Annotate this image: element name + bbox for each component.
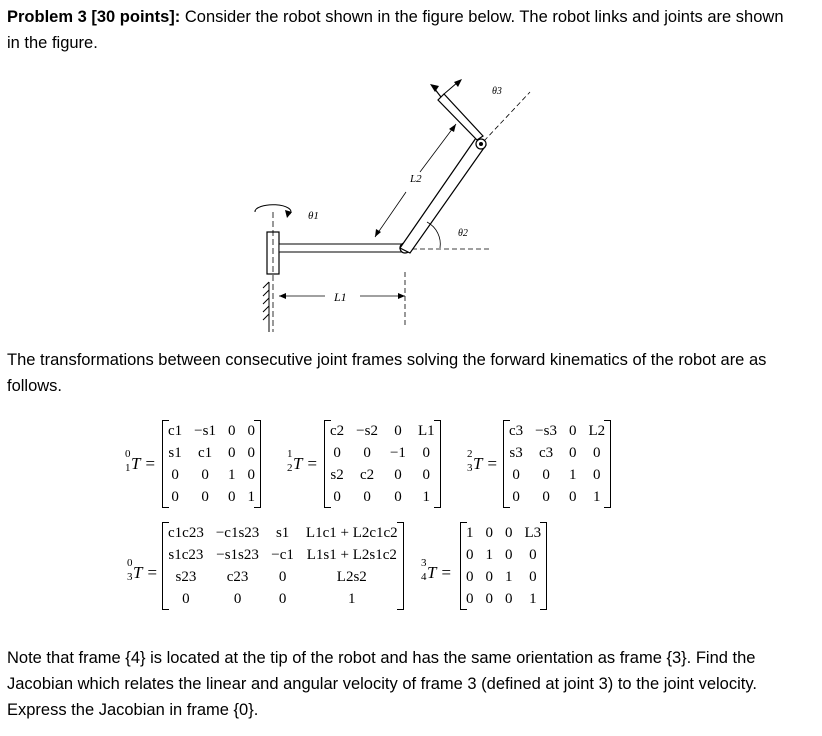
matrix-row [503, 442, 611, 464]
T03-lhs: 0 3 T = [127, 557, 158, 583]
matrix-T34 [460, 522, 547, 610]
matrix-cell: 0 [542, 488, 550, 505]
link-1 [279, 244, 405, 252]
matrix-cell: 0 [505, 524, 513, 541]
L2-label: L2 [410, 173, 422, 185]
note-paragraph: Note that frame {4} is located at the tip of the robot and has the same orientation as frame {3}. Find the Jacobian which relates the linear and angular velocity of frame 3 (defined at joint 3) to the joint velocity. Express the Jacobian in frame {0}. [7, 649, 757, 719]
matrix-cell: 0 [171, 466, 179, 483]
matrix-row [460, 566, 547, 588]
matrix-cell: 0 [505, 590, 513, 607]
theta2-label: θ2 [458, 228, 468, 239]
link-2 [400, 138, 486, 253]
L1-label: L1 [334, 290, 347, 304]
matrix-cell: −s1s23 [216, 546, 259, 563]
matrix-cell: 0 [227, 488, 236, 505]
matrix-cell: 0 [278, 568, 287, 585]
matrix-T12 [324, 420, 441, 508]
matrix-cell: 0 [394, 422, 402, 439]
ground-hatch [263, 282, 269, 332]
matrix-cell: 0 [512, 466, 520, 483]
matrix-cell: 0 [485, 568, 493, 585]
matrix-row [162, 566, 404, 588]
matrix-cell: 0 [247, 444, 255, 461]
matrix-row [503, 420, 611, 442]
matrix-row [503, 486, 611, 508]
matrix-cell: L2 [588, 422, 606, 439]
matrix-cell: c23 [226, 568, 249, 585]
matrix-cell: 0 [171, 488, 179, 505]
matrix-row [162, 544, 404, 566]
matrix-cell: 1 [348, 590, 356, 607]
matrix-T03 [162, 522, 404, 610]
matrix-cell: 1 [505, 568, 513, 585]
matrix-cell: 0 [542, 466, 550, 483]
matrix-cell: −s1 [194, 422, 216, 439]
T34-lhs: 3 4 T = [421, 557, 452, 583]
matrix-cell: 0 [422, 466, 431, 483]
matrix-cell: 0 [247, 422, 255, 439]
matrix-cell: 0 [233, 590, 242, 607]
matrix-cell: L2s2 [336, 568, 367, 585]
matrix-cell: 0 [568, 444, 577, 461]
matrix-cell: 0 [394, 488, 402, 505]
matrix-cell: L3 [524, 524, 542, 541]
matrix-cell: s1 [275, 524, 290, 541]
theta1-label: θ1 [308, 210, 319, 222]
T12-lhs: 1 2 T = [287, 448, 318, 474]
matrix-cell: 0 [363, 488, 371, 505]
matrix-cell: 0 [278, 590, 287, 607]
matrix-cell: 0 [485, 590, 493, 607]
matrix-row [503, 464, 611, 486]
matrix-cell: 1 [529, 590, 537, 607]
matrix-row [324, 442, 441, 464]
matrix-cell: 0 [512, 488, 520, 505]
matrix-cell: 0 [201, 488, 209, 505]
matrix-cell: 0 [227, 422, 236, 439]
matrix-cell: 0 [593, 444, 601, 461]
matrix-cell: s23 [175, 568, 197, 585]
matrix-cell: 0 [568, 422, 577, 439]
matrix-row [162, 420, 261, 442]
matrix-cell: 1 [227, 466, 236, 483]
matrix-cell: 0 [466, 590, 474, 607]
matrix-row [460, 522, 547, 544]
link-3 [438, 94, 483, 140]
matrix-cell: s1 [168, 444, 182, 461]
problem-title: Problem 3 [30 points]: [7, 8, 181, 26]
problem-intro: Consider the robot shown in the figure below. The robot links and joints are shown in the figure. [7, 8, 784, 52]
matrix-T23 [503, 420, 611, 508]
matrix-row [162, 522, 404, 544]
matrix-cell: 0 [529, 568, 537, 585]
matrix-T01 [162, 420, 261, 508]
matrix-cell: −c1s23 [215, 524, 260, 541]
matrix-row [162, 486, 261, 508]
theta3-label: θ3 [492, 86, 502, 97]
matrix-cell: 0 [333, 488, 341, 505]
matrix-cell: 1 [568, 466, 577, 483]
matrix-cell: −s2 [356, 422, 378, 439]
matrix-cell: 0 [593, 466, 601, 483]
matrix-cell: 1 [466, 524, 474, 541]
matrix-cell: 1 [422, 488, 431, 505]
matrix-cell: 0 [182, 590, 190, 607]
matrix-cell: s3 [509, 444, 523, 461]
T23-lhs: 2 3 T = [467, 448, 498, 474]
matrix-cell: 0 [227, 444, 236, 461]
matrix-cell: c2 [359, 466, 375, 483]
matrix-cell: L1s1 + L2s1c2 [306, 546, 397, 563]
matrix-row [460, 544, 547, 566]
matrix-cell: 0 [333, 444, 341, 461]
matrix-cell: 1 [247, 488, 255, 505]
matrix-row [324, 486, 441, 508]
matrix-cell: s1c23 [168, 546, 204, 563]
matrix-cell: −c1 [271, 546, 294, 563]
matrix-cell: c3 [509, 422, 524, 439]
matrix-cell: 0 [422, 444, 431, 461]
matrix-cell: 0 [466, 568, 474, 585]
T01-lhs: 0 1 T = [125, 448, 156, 474]
matrix-cell: 0 [568, 488, 577, 505]
matrix-cell: 1 [485, 546, 493, 563]
matrix-cell: c1 [197, 444, 213, 461]
matrix-cell: −1 [389, 444, 406, 461]
matrix-cell: −s3 [535, 422, 557, 439]
matrix-cell: c3 [538, 444, 554, 461]
matrix-cell: 0 [485, 524, 493, 541]
matrix-cell: 0 [466, 546, 474, 563]
matrix-row [162, 442, 261, 464]
matrix-cell: c2 [330, 422, 345, 439]
matrix-cell: 0 [363, 444, 371, 461]
matrix-cell: c1c23 [168, 524, 204, 541]
matrix-cell: L1 [417, 422, 435, 439]
transform-paragraph: The transformations between consecutive joint frames solving the forward kinematics of the robot are as follows. [7, 351, 767, 395]
matrix-cell: 0 [201, 466, 209, 483]
matrix-cell: 1 [593, 488, 601, 505]
matrix-row [324, 464, 441, 486]
matrix-cell: L1c1 + L2c1c2 [305, 524, 398, 541]
matrix-row [460, 588, 547, 610]
matrix-cell: s2 [330, 466, 344, 483]
matrix-cell: 0 [529, 546, 537, 563]
matrix-cell: 0 [394, 466, 402, 483]
matrix-row [324, 420, 441, 442]
matrix-cell: 0 [505, 546, 513, 563]
matrix-row [162, 464, 261, 486]
robot-figure [230, 72, 570, 332]
matrix-cell: c1 [168, 422, 183, 439]
problem-statement [7, 4, 797, 56]
matrix-cell: 0 [247, 466, 255, 483]
matrix-row [162, 588, 404, 610]
